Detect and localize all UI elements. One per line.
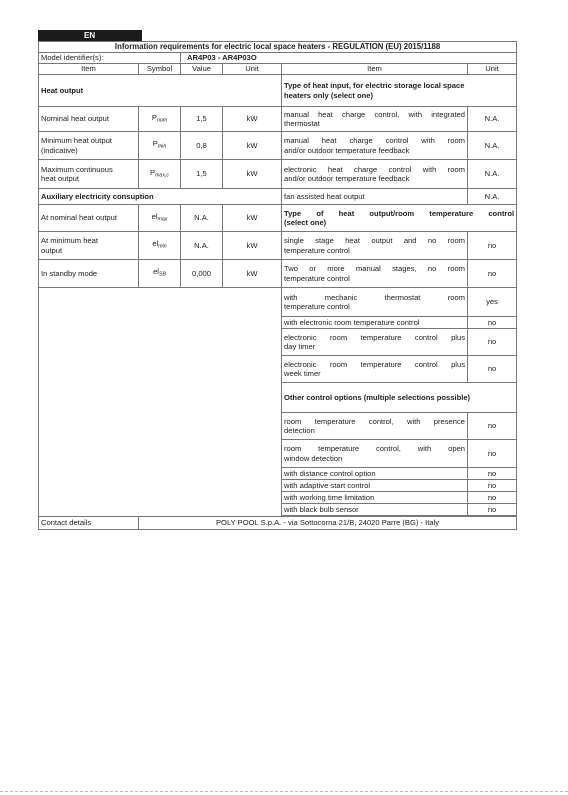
nominal-heat-output-symbol: Pnom (139, 107, 181, 132)
maximum-heat-output-symbol: Pmax,c (139, 160, 181, 189)
other-control-option-value: no (468, 492, 517, 504)
room-control-option-value: no (468, 356, 517, 383)
aux-minimum-unit: kW (223, 232, 282, 260)
nominal-heat-output-value: 1,5 (181, 107, 223, 132)
room-control-option: electronic room temperature control plus week timer (282, 356, 468, 383)
heat-output-heading: Heat output (39, 75, 282, 107)
language-tab: EN (38, 30, 142, 41)
room-control-option-value: no (468, 260, 517, 288)
header-item-right: Item (282, 64, 468, 75)
heat-input-option-value: N.A. (468, 160, 517, 189)
aux-nominal-value: N.A. (181, 205, 223, 232)
other-control-option-value: no (468, 413, 517, 440)
maximum-heat-output-unit: kW (223, 160, 282, 189)
aux-nominal-symbol: elmax (139, 205, 181, 232)
model-label: Model identifier(s): (39, 53, 181, 64)
heat-input-option: electronic heat charge control with room and/or outdoor temperature feedback (282, 160, 468, 189)
minimum-heat-output-unit: kW (223, 132, 282, 160)
model-value: AR4P03 - AR4P03O (181, 53, 517, 64)
table-title: Information requirements for electric local space heaters - REGULATION (EU) 2015/1188 (39, 42, 517, 53)
heat-input-heading: Type of heat input, for electric storage local space heaters only (select one) (282, 75, 517, 107)
other-control-option: with black bulb sensor (282, 504, 468, 516)
fan-assisted-value: N.A. (468, 189, 517, 205)
room-control-option-value: yes (468, 288, 517, 317)
other-control-option: with working time limitation (282, 492, 468, 504)
room-control-option: Two or more manual stages, no room temperature control (282, 260, 468, 288)
other-control-option: room temperature control, with presence detection (282, 413, 468, 440)
aux-minimum-label: At minimum heat output (39, 232, 139, 260)
fan-assisted-label: fan assisted heat output (282, 189, 468, 205)
other-control-option-value: no (468, 504, 517, 516)
aux-standby-unit: kW (223, 260, 282, 288)
room-control-option: with mechanic thermostat room temperature control (282, 288, 468, 317)
header-value: Value (181, 64, 223, 75)
minimum-heat-output-value: 0,8 (181, 132, 223, 160)
room-control-option: electronic room temperature control plus day timer (282, 329, 468, 356)
aux-standby-label: In standby mode (39, 260, 139, 288)
other-control-option: with distance control option (282, 468, 468, 480)
datasheet (38, 30, 516, 530)
heat-input-option: manual heat charge control with room and/or outdoor temperature feedback (282, 132, 468, 160)
aux-nominal-unit: kW (223, 205, 282, 232)
contact-label: Contact details (39, 517, 139, 530)
header-symbol: Symbol (139, 64, 181, 75)
aux-standby-value: 0,000 (181, 260, 223, 288)
other-control-heading: Other control options (multiple selections possible) (282, 383, 517, 413)
aux-electricity-heading: Auxiliary electricity consuption (39, 189, 282, 205)
aux-nominal-label: At nominal heat output (39, 205, 139, 232)
aux-minimum-value: N.A. (181, 232, 223, 260)
other-control-option-value: no (468, 468, 517, 480)
other-control-option-value: no (468, 480, 517, 492)
aux-minimum-symbol: elmin (139, 232, 181, 260)
maximum-heat-output-label: Maximum continuous heat output (39, 160, 139, 189)
info-table (38, 41, 517, 530)
nominal-heat-output-unit: kW (223, 107, 282, 132)
header-unit: Unit (223, 64, 282, 75)
nominal-heat-output-label: Nominal heat output (39, 107, 139, 132)
heat-input-option-value: N.A. (468, 132, 517, 160)
contact-value: POLY POOL S.p.A. - via Sottocorna 21/B, 24020 Parre (BG) - Italy (139, 517, 517, 530)
maximum-heat-output-value: 1,5 (181, 160, 223, 189)
heat-input-option: manual heat charge control, with integrated thermostat (282, 107, 468, 132)
minimum-heat-output-label: Minimum heat output (indicative) (39, 132, 139, 160)
room-control-option-value: no (468, 329, 517, 356)
aux-standby-symbol: elSB (139, 260, 181, 288)
header-unit-right: Unit (468, 64, 517, 75)
heat-input-option-value: N.A. (468, 107, 517, 132)
blank-area (39, 288, 282, 517)
minimum-heat-output-symbol: Pmin (139, 132, 181, 160)
electronic-room-control-label: with electronic room temperature control (282, 317, 468, 329)
other-control-option: with adaptive start control (282, 480, 468, 492)
page-bottom-divider (0, 791, 568, 792)
header-item: Item (39, 64, 139, 75)
room-control-heading: Type of heat output/room temperature control (select one) (282, 205, 517, 232)
other-control-option: room temperature control, with open window detection (282, 440, 468, 468)
room-control-option: single stage heat output and no room temperature control (282, 232, 468, 260)
other-control-option-value: no (468, 440, 517, 468)
electronic-room-control-value: no (468, 317, 517, 329)
room-control-option-value: no (468, 232, 517, 260)
